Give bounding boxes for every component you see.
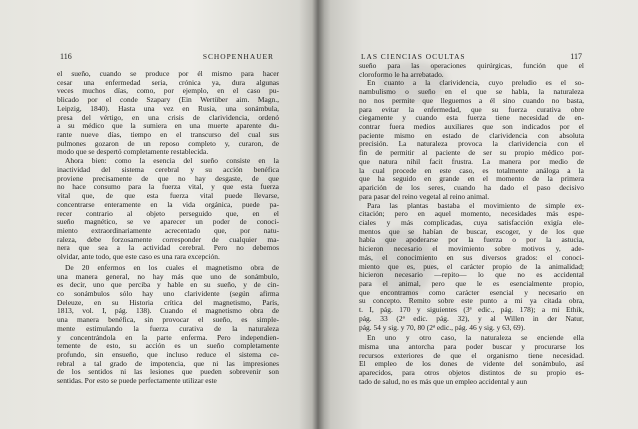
text-line: una manera general, no hay más que uno de sonámbulo,	[57, 272, 279, 281]
text-line: precisión. La naturaleza provoca la clarividencia con el	[359, 140, 584, 149]
text-line: su concepto. Remito sobre este punto a mi ya citada obra,	[359, 297, 584, 306]
text-line: recer contrario al objeto perseguido que, en el	[57, 209, 279, 218]
page-number: 117	[570, 52, 582, 61]
text-line: En cuanto a la clarividencia, cuyo preludio es el so-	[367, 79, 584, 88]
text-line: mente estimulando la fuerza curativa de la naturaleza	[57, 324, 279, 333]
text-line: recursos exteriores de que el organismo tiene necesidad.	[359, 351, 584, 360]
text-line: tado de salud, no es más que un empleo accidental y aun	[359, 377, 528, 386]
text-line: profundo, sin ensueño, que incluso reduce el sistema ce-	[57, 351, 279, 359]
text-line: cesar una enfermedad seria, crónica ya, dura algunas	[57, 78, 279, 87]
page-number: 116	[60, 52, 72, 61]
text-line: de los sentidos ni las lesiones que pueden sobrevenir son	[57, 368, 279, 377]
text-line: miento que es, pues, el carácter propio de la animalidad;	[359, 262, 584, 271]
text-line: mentos que se habían de buscar, escoger, y de los que	[359, 227, 584, 236]
text-line: misma una antorcha para poder buscar y procurarse los	[359, 343, 584, 351]
text-line: contrar fuera medios auxiliares que son indicados por el	[359, 123, 584, 132]
text-line: modo que se despertó completamente restablecida.	[57, 148, 209, 157]
text-line: Para las plantas bastaba el movimiento de simple ex-	[367, 201, 584, 210]
text-line: rebral a tal grado de impotencia, que ni las impresiones	[57, 359, 279, 368]
text-line: más, el conocimiento en sus diversos grados: el conoci-	[359, 253, 584, 262]
text-line: que natura nihil facit frustra. La manera por medio de	[359, 157, 584, 166]
text-line: aparición de los seres, cuando ha dado el paso decisivo	[359, 184, 584, 193]
text-line: blicado por el conde Szapary (Ein Wertüber aim. Magn.,	[57, 96, 279, 105]
text-line: olvidar, ante todo, que este caso es una rara excepción.	[57, 253, 220, 262]
text-line: no nos permite que lleguemos a él sino cuando no basta,	[359, 96, 584, 105]
text-line: una manera benéfica, sin provocar el sueño, es simple-	[57, 316, 279, 325]
text-line: aparecidos, para otros objetos distintos de su propio es-	[359, 369, 584, 378]
left-page-body	[57, 70, 279, 386]
text-line: hicieron necesario —repito— lo que no es accidental	[359, 271, 584, 280]
text-line: no hace consumo para la fuerza vital, y que esta fuerza	[57, 183, 279, 192]
text-line: De 20 enfermos en los cuales el magnetismo obra de	[65, 263, 279, 272]
text-line: temente de esto, su acción es un sueño completamente	[57, 342, 279, 351]
text-line: rante nueve días, tiempo en el transcurso del cual sus	[57, 131, 279, 140]
text-line: cloroformo le ha arrebatado.	[359, 70, 444, 79]
text-line: ciales y más complicadas, cuya satisfacción exigía ele-	[359, 218, 584, 227]
text-line: vital que, de que esta fuerza vital puede llevarse,	[57, 192, 279, 201]
text-line: inactividad del sistema cerebral y su acción benéfica	[57, 165, 279, 174]
text-line: ciegamente y cuando esta fuerza tiene necesidad de en-	[359, 114, 584, 123]
text-line: presa del vértigo, en una crisis de clarividencia, ordenó	[57, 113, 279, 122]
text-line: el sueño, cuando se produce por él mismo para hacer	[57, 70, 279, 78]
text-line: Ahora bien: como la esencia del sueño consiste en la	[65, 157, 279, 166]
text-line: pulmones gozaron de un reposo completo y, curaron, de	[57, 139, 279, 148]
text-line: veces muchos días, como, por ejemplo, en el caso pu-	[57, 87, 279, 96]
text-line: había que apoderarse por la fuerza o por la astucia,	[359, 236, 584, 245]
text-line: paciente mismo en estado de clarividencia con absoluta	[359, 131, 584, 140]
text-line: El empleo de los dones de vidente del sonámbulo, así	[359, 360, 584, 369]
text-line: 1813, vol. I, pág. 138). Cuando el magnetismo obra de	[57, 307, 279, 316]
text-line: la cual procede en este caso, es totalmente análoga a la	[359, 166, 584, 175]
text-line: Deleuze, en su Historia crítica del magnetismo, París,	[57, 298, 279, 307]
text-line: fin de permitir al paciente de ser su propio médico por-	[359, 149, 584, 158]
text-line: Leipzig, 1840). Hasta una vez en Rusia, una sonámbula,	[57, 104, 279, 113]
text-line: nera que sea a la actividad cerebral. Pero no debemos	[57, 244, 279, 253]
text-line: para evitar la enfermedad, que su fuerza curativa obre	[359, 105, 584, 114]
left-page-header	[60, 52, 274, 64]
text-line: para pasar del reino vegetal al reino animal.	[359, 192, 490, 201]
text-line: y concentrándola en la parte enferma. Pero independien-	[57, 333, 279, 342]
text-line: sentidas. Por esto se puede perfectamente utilizar este	[57, 377, 217, 386]
text-line: t. I, pág. 170 y siguientes (3ª edic., pág. 178); a mi Ethik,	[359, 306, 584, 315]
left-page	[0, 0, 318, 429]
text-line: proviene precisamente de que no hay desgaste, de que	[57, 174, 279, 183]
running-head: SCHOPENHAUER	[202, 52, 274, 61]
right-page	[318, 0, 638, 429]
text-line: es decir, uno que perciba y hable en su sueño, y de cin-	[57, 281, 279, 290]
running-head: LAS CIENCIAS OCULTAS	[361, 52, 466, 61]
text-line: pág. 54 y sig. y 70, 80 (2ª edic., pág. 46 y sig. y 63, 69).	[359, 323, 526, 332]
text-line: para el animal, pero que le es esencialmente propio,	[359, 279, 584, 288]
text-line: citación; pero en aquel momento, necesidades más espe-	[359, 210, 584, 219]
right-page-body	[359, 62, 584, 387]
text-line: raleza, debe forzosamente corresponder de cualquier ma-	[57, 235, 279, 244]
text-line: que ha seguido en grande en el momento de la primera	[359, 175, 584, 184]
text-line: a su médico que la sumiera en una muerte aparente du-	[57, 122, 279, 131]
text-line: sueño magnético, se ve aparecer un poder de conoci-	[57, 218, 279, 227]
text-line: nambulismo o sueño en el que se habla, la naturaleza	[359, 88, 584, 97]
text-line: sueño para las operaciones quirúrgicas, función que el	[359, 62, 584, 70]
text-line: En uno y otro caso, la naturaleza se enciende ella	[367, 334, 584, 343]
text-line: hicieron necesario el movimiento sobre motivos y, ade-	[359, 245, 584, 254]
text-line: miento extraordinariamente acrecentado que, por natu-	[57, 226, 279, 235]
text-line: pág. 33 (2ª edic. pág. 32), y al Willen in der Natur,	[359, 314, 584, 323]
book-gutter	[312, 0, 324, 429]
text-line: que encontramos como carácter esencial y necesario en	[359, 288, 584, 297]
text-line: concentrarse enteramente en la vida orgánica, puede pa-	[57, 200, 279, 209]
text-line: co sonámbulos sólo hay uno clarividente (según afirma	[57, 289, 279, 298]
